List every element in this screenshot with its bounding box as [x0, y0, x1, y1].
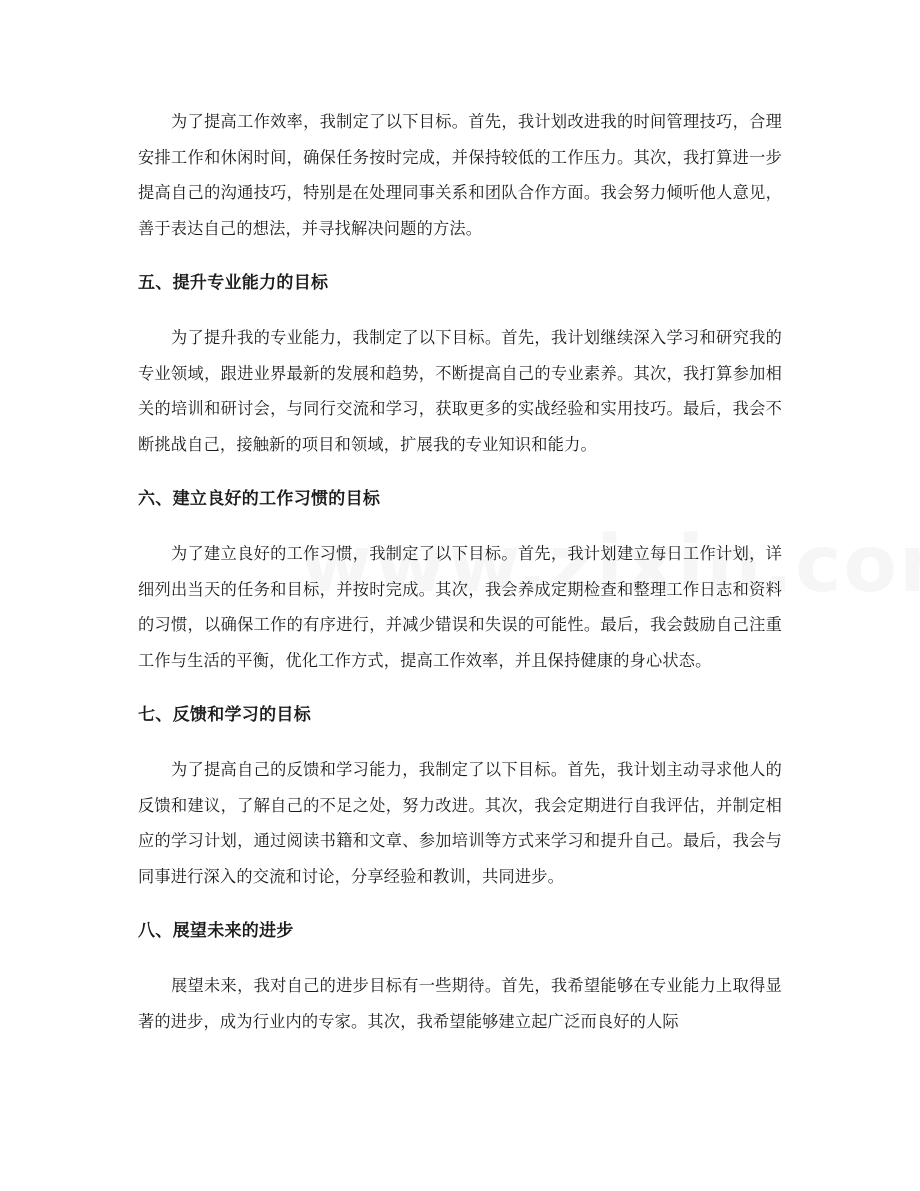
paragraph-future-progress: 展望未来，我对自己的进步目标有一些期待。首先，我希望能够在专业能力上取得显著的进步，成为行业内的专家。其次，我希望能够建立起广泛而良好的人际 — [138, 976, 782, 1031]
document-body — [138, 104, 782, 1039]
heading-professional-ability: 五、提升专业能力的目标 — [138, 273, 329, 293]
paragraph-efficiency: 为了提高工作效率，我制定了以下目标。首先，我计划改进我的时间管理技巧，合理安排工作和休闲时间，确保任务按时完成，并保持较低的工作压力。其次，我打算进一步提高自己的沟通技巧，特别是在处理同事关系和团队合作方面。我会努力倾听他人意见，善于表达自己的想法，并寻找解决问题的方法。 — [138, 112, 782, 238]
paragraph-feedback-learning: 为了提高自己的反馈和学习能力，我制定了以下目标。首先，我计划主动寻求他人的反馈和建议，了解自己的不足之处，努力改进。其次，我会定期进行自我评估，并制定相应的学习计划，通过阅读书籍和文章、参加培训等方式来学习和提升自己。最后，我会与同事进行深入的交流和讨论，分享经验和教训，共同进步。 — [138, 760, 782, 886]
paragraph-professional-ability: 为了提升我的专业能力，我制定了以下目标。首先，我计划继续深入学习和研究我的专业领域，跟进业界最新的发展和趋势，不断提高自己的专业素养。其次，我打算参加相关的培训和研讨会，与同行交流和学习，获取更多的实战经验和实用技巧。最后，我会不断挑战自己，接触新的项目和领域，扩展我的专业知识和能力。 — [138, 328, 782, 454]
heading-feedback-learning: 七、反馈和学习的目标 — [138, 705, 311, 725]
heading-future-progress: 八、展望未来的进步 — [138, 921, 294, 941]
heading-work-habits: 六、建立良好的工作习惯的目标 — [138, 489, 381, 509]
paragraph-work-habits: 为了建立良好的工作习惯，我制定了以下目标。首先，我计划建立每日工作计划，详细列出当天的任务和目标，并按时完成。其次，我会养成定期检查和整理工作日志和资料的习惯，以确保工作的有序进行，并减少错误和失误的可能性。最后，我会鼓励自己注重工作与生活的平衡，优化工作方式，提高工作效率，并且保持健康的身心状态。 — [138, 544, 782, 670]
